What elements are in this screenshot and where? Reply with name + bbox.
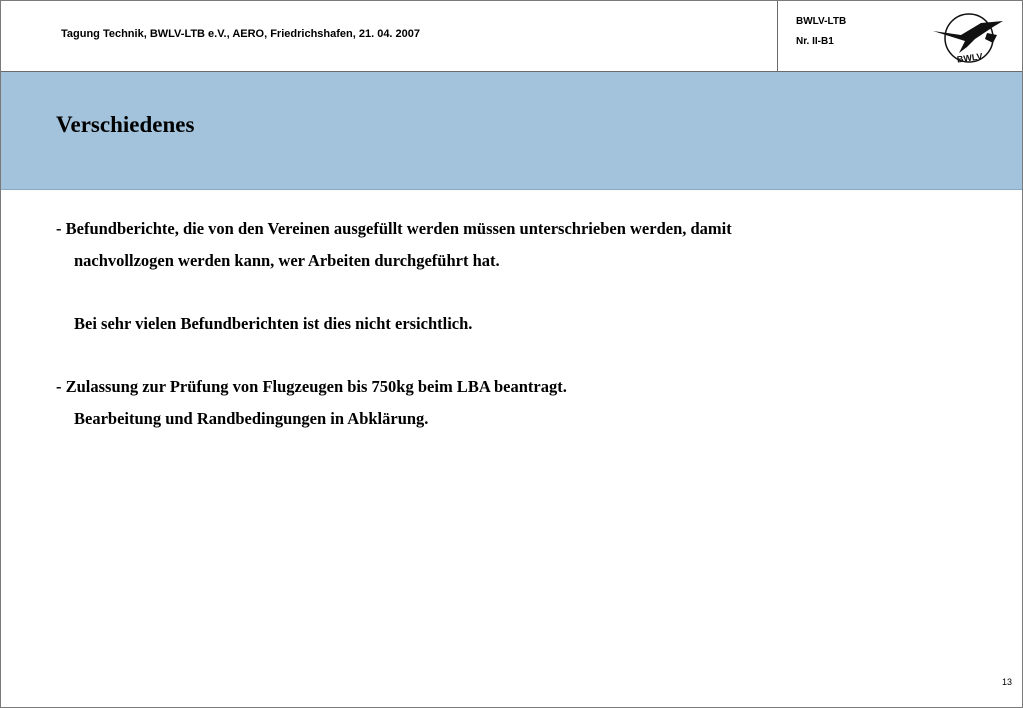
item2-line1: - Zulassung zur Prüfung von Flugzeugen bis 750kg beim LBA beantragt. — [56, 377, 567, 396]
document-number: Nr. II-B1 — [796, 36, 834, 47]
svg-text:BWLV: BWLV — [956, 51, 984, 65]
item2-line2: Bearbeitung und Randbedingungen in Abklärung. — [74, 409, 429, 428]
bwlv-logo-icon — [931, 9, 1007, 67]
event-info: Tagung Technik, BWLV-LTB e.V., AERO, Friedrichshafen, 21. 04. 2007 — [61, 28, 421, 40]
page-title: Verschiedenes — [56, 112, 195, 137]
page-number: 13 — [1001, 677, 1012, 687]
item1-note: Bei sehr vielen Befundberichten ist dies nicht ersichtlich. — [74, 314, 473, 333]
title-band — [1, 72, 1022, 190]
header — [1, 1, 1022, 72]
item1-line1: - Befundberichte, die von den Vereinen ausgefüllt werden müssen unterschrieben werden, damit — [56, 219, 732, 238]
header-divider — [777, 1, 778, 71]
item1-line2: nachvollzogen werden kann, wer Arbeiten durchgeführt hat. — [74, 251, 500, 270]
org-name: BWLV-LTB — [796, 16, 847, 27]
